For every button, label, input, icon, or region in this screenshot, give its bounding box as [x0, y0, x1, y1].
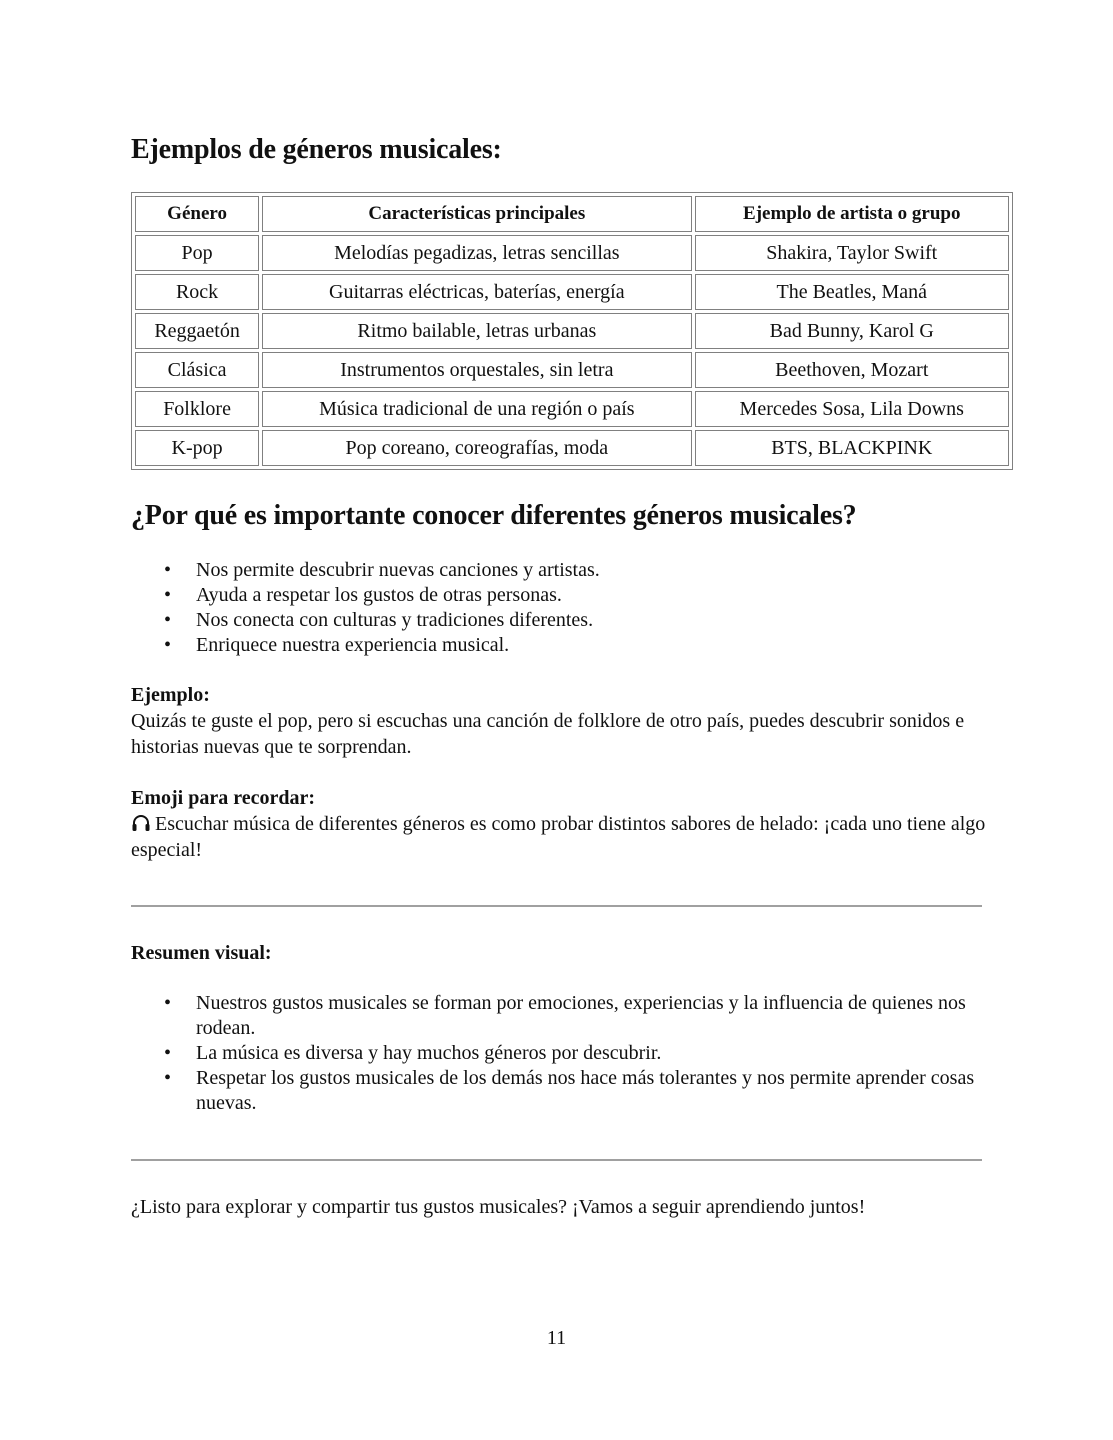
list-item: • La música es diversa y hay muchos géneros por descubrir.: [131, 1041, 991, 1066]
headphones-icon: [131, 814, 151, 832]
cell-characteristics: Música tradicional de una región o país: [262, 391, 691, 427]
table-row: [135, 391, 1009, 427]
cell-artist: Shakira, Taylor Swift: [695, 235, 1009, 271]
cell-genre: Folklore: [135, 391, 259, 427]
heading-why-important: ¿Por qué es importante conocer diferentes géneros musicales?: [131, 500, 857, 531]
table-row: [135, 313, 1009, 349]
importance-list: [131, 558, 991, 658]
emoji-text: Escuchar música de diferentes géneros es como probar distintos sabores de helado: ¡cada uno tiene algo especial!: [131, 813, 986, 861]
cell-characteristics: Instrumentos orquestales, sin letra: [262, 352, 691, 388]
list-item: • Enriquece nuestra experiencia musical.: [131, 633, 991, 658]
cell-artist: Bad Bunny, Karol G: [695, 313, 1009, 349]
emoji-paragraph: [131, 811, 991, 863]
summary-list: [131, 991, 991, 1116]
list-item: • Respetar los gustos musicales de los demás nos hace más tolerantes y nos permite aprender cosas nuevas.: [131, 1066, 991, 1116]
horizontal-divider: [131, 1159, 982, 1161]
cell-genre: Pop: [135, 235, 259, 271]
example-block: [131, 683, 991, 760]
closing-text: ¿Listo para explorar y compartir tus gustos musicales? ¡Vamos a seguir aprendiendo juntos!: [131, 1196, 866, 1218]
table-row: [135, 235, 1009, 271]
emoji-label: Emoji para recordar:: [131, 787, 316, 809]
cell-artist: The Beatles, Maná: [695, 274, 1009, 310]
cell-artist: Beethoven, Mozart: [695, 352, 1009, 388]
example-label: Ejemplo:: [131, 684, 210, 706]
cell-genre: K-pop: [135, 430, 259, 466]
cell-artist: BTS, BLACKPINK: [695, 430, 1009, 466]
horizontal-divider: [131, 905, 982, 907]
table-row: [135, 274, 1009, 310]
heading-genre-examples: Ejemplos de géneros musicales:: [131, 134, 502, 165]
list-item: • Nuestros gustos musicales se forman por emociones, experiencias y la influencia de quienes nos rodean.: [131, 991, 991, 1041]
table-header-row: [135, 196, 1009, 232]
cell-characteristics: Melodías pegadizas, letras sencillas: [262, 235, 691, 271]
cell-characteristics: Ritmo bailable, letras urbanas: [262, 313, 691, 349]
cell-genre: Rock: [135, 274, 259, 310]
column-header-artist: Ejemplo de artista o grupo: [695, 196, 1009, 232]
emoji-block: [131, 786, 991, 863]
example-text: Quizás te guste el pop, pero si escuchas una canción de folklore de otro país, puedes descubrir sonidos e historias nuevas que te sorprendan.: [131, 710, 965, 758]
summary-label: Resumen visual:: [131, 942, 272, 964]
cell-artist: Mercedes Sosa, Lila Downs: [695, 391, 1009, 427]
cell-genre: Reggaetón: [135, 313, 259, 349]
column-header-genre: Género: [135, 196, 259, 232]
column-header-characteristics: Características principales: [262, 196, 691, 232]
list-item: • Nos permite descubrir nuevas canciones y artistas.: [131, 558, 991, 583]
list-item: • Ayuda a respetar los gustos de otras personas.: [131, 583, 991, 608]
cell-genre: Clásica: [135, 352, 259, 388]
page-number: 11: [546, 1327, 567, 1349]
cell-characteristics: Guitarras eléctricas, baterías, energía: [262, 274, 691, 310]
table-row: [135, 430, 1009, 466]
genres-table: [131, 192, 1013, 470]
table-row: [135, 352, 1009, 388]
list-item: • Nos conecta con culturas y tradiciones diferentes.: [131, 608, 991, 633]
cell-characteristics: Pop coreano, coreografías, moda: [262, 430, 691, 466]
